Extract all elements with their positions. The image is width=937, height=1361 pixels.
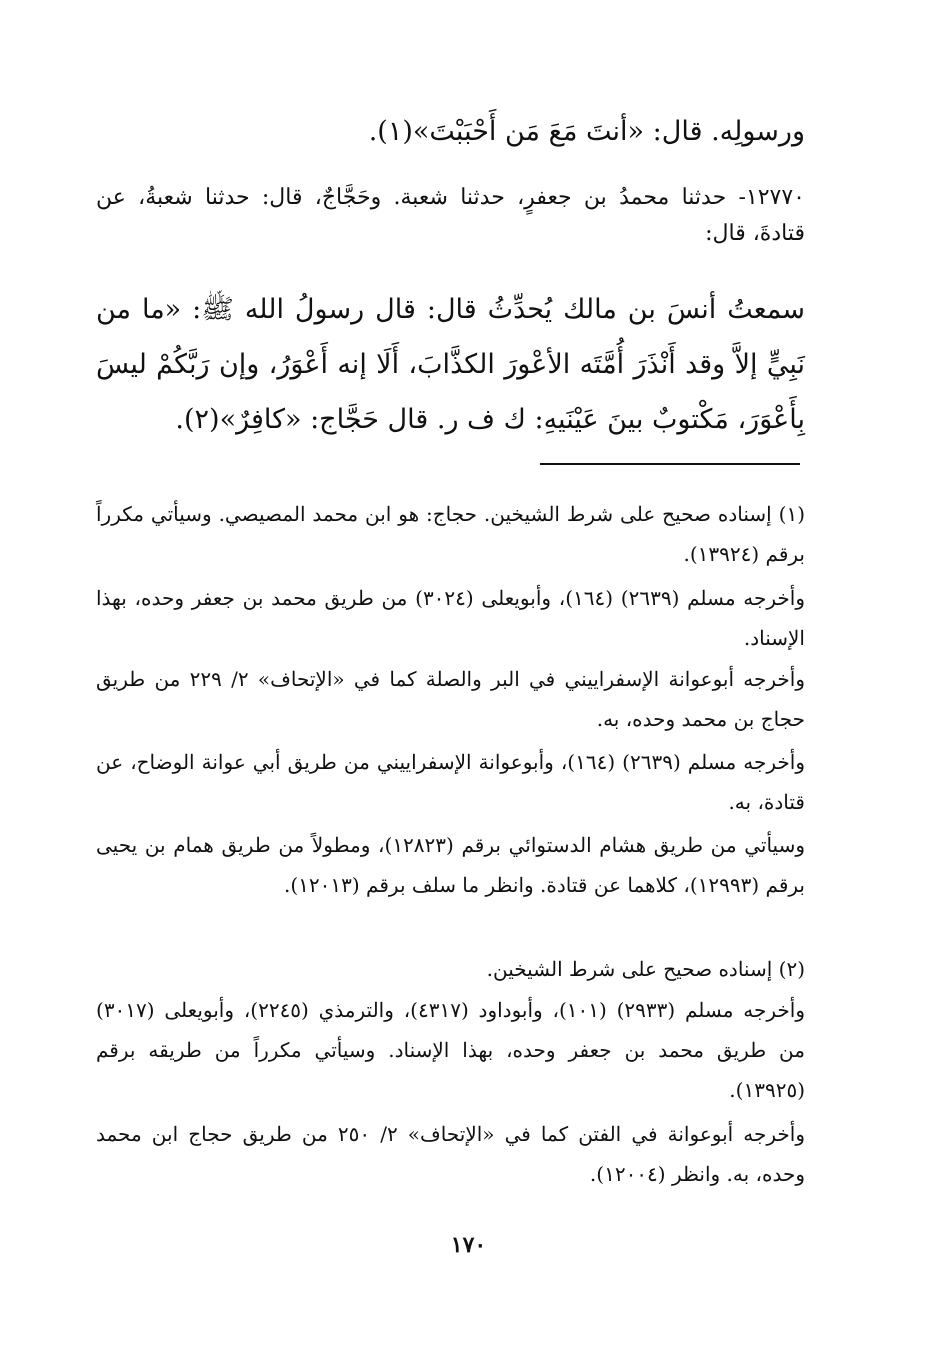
footnote-1-para-4: وأخرجه مسلم (٢٦٣٩) (١٦٤)، وأبوعوانة الإسفراييني من طريق أبي عوانة الوضاح، عن قتادة، به. xyxy=(96,750,806,814)
footnote-1-para-2: وأخرجه مسلم (٢٦٣٩) (١٦٤)، وأبويعلى (٣٠٢٤) من طريق محمد بن جعفر وحده، بهذا الإسناد. xyxy=(96,586,805,650)
footnote-1-para-5: وسيأتي من طريق هشام الدستوائي برقم (١٢٨٢٣)، ومطولاً من طريق همام بن يحيى برقم (١٢٩٩٣)، كلاهما عن قتادة. وانظر ما سلف برقم (١٢٠١٣). xyxy=(96,833,805,897)
hadith-isnad: ١٢٧٧٠- حدثنا محمدُ بن جعفرٍ، حدثنا شعبة. وحَجَّاجٌ، قال: حدثنا شعبةُ، عن قتادةَ، قال: xyxy=(96,185,805,246)
hadith-matn: سمعتُ أنسَ بن مالك يُحدِّثُ قال: قال رسولُ الله ﷺ: «ما من نَبِيٍّ إلاَّ وقد أَنْذَرَ أُمَّتَه الأعْورَ الكذَّابَ، أَلَا إنه أَعْوَرُ، وإن رَبَّكُمْ ليسَ بِأَعْوَرَ، مَكْتوبٌ بينَ عَيْنَيهِ: ك ف ر. قال حَجَّاج: «كافِرٌ»(٢). xyxy=(96,294,805,435)
footnote-2-para-3: وأخرجه أبوعوانة في الفتن كما في «الإتحاف» ٢/ ٢٥٠ من طريق حجاج ابن محمد وحده، به. وانظر (١٢٠٠٤). xyxy=(96,1122,805,1186)
footnote-separator xyxy=(540,463,800,465)
footnote-2-para-2: وأخرجه مسلم (٢٩٣٣) (١٠١)، وأبوداود (٤٣١٧)، والترمذي (٢٢٤٥)، وأبويعلى (٣٠١٧) من طريق محمد بن جعفر وحده، بهذا الإسناد. وسيأتي مكرراً من طريقه برقم (١٣٩٢٥). xyxy=(96,998,805,1102)
text-line-top: ورسولِه. قال: «أنتَ مَعَ مَن أَحْبَبْتَ»(١). xyxy=(368,116,805,147)
footnote-1-para-3: وأخرجه أبوعوانة الإسفراييني في البر والصلة كما في «الإتحاف» ٢/ ٢٢٩ من طريق حجاج بن محمد وحده، به. xyxy=(96,667,805,731)
page-number: ١٧٠ xyxy=(450,1232,487,1258)
footnote-2: (٢) إسناده صحيح على شرط الشيخين. xyxy=(486,957,805,981)
footnote-1: (١) إسناده صحيح على شرط الشيخين. حجاج: هو ابن محمد المصيصي. وسيأتي مكرراً برقم (١٣٩٢٤). xyxy=(96,502,805,566)
